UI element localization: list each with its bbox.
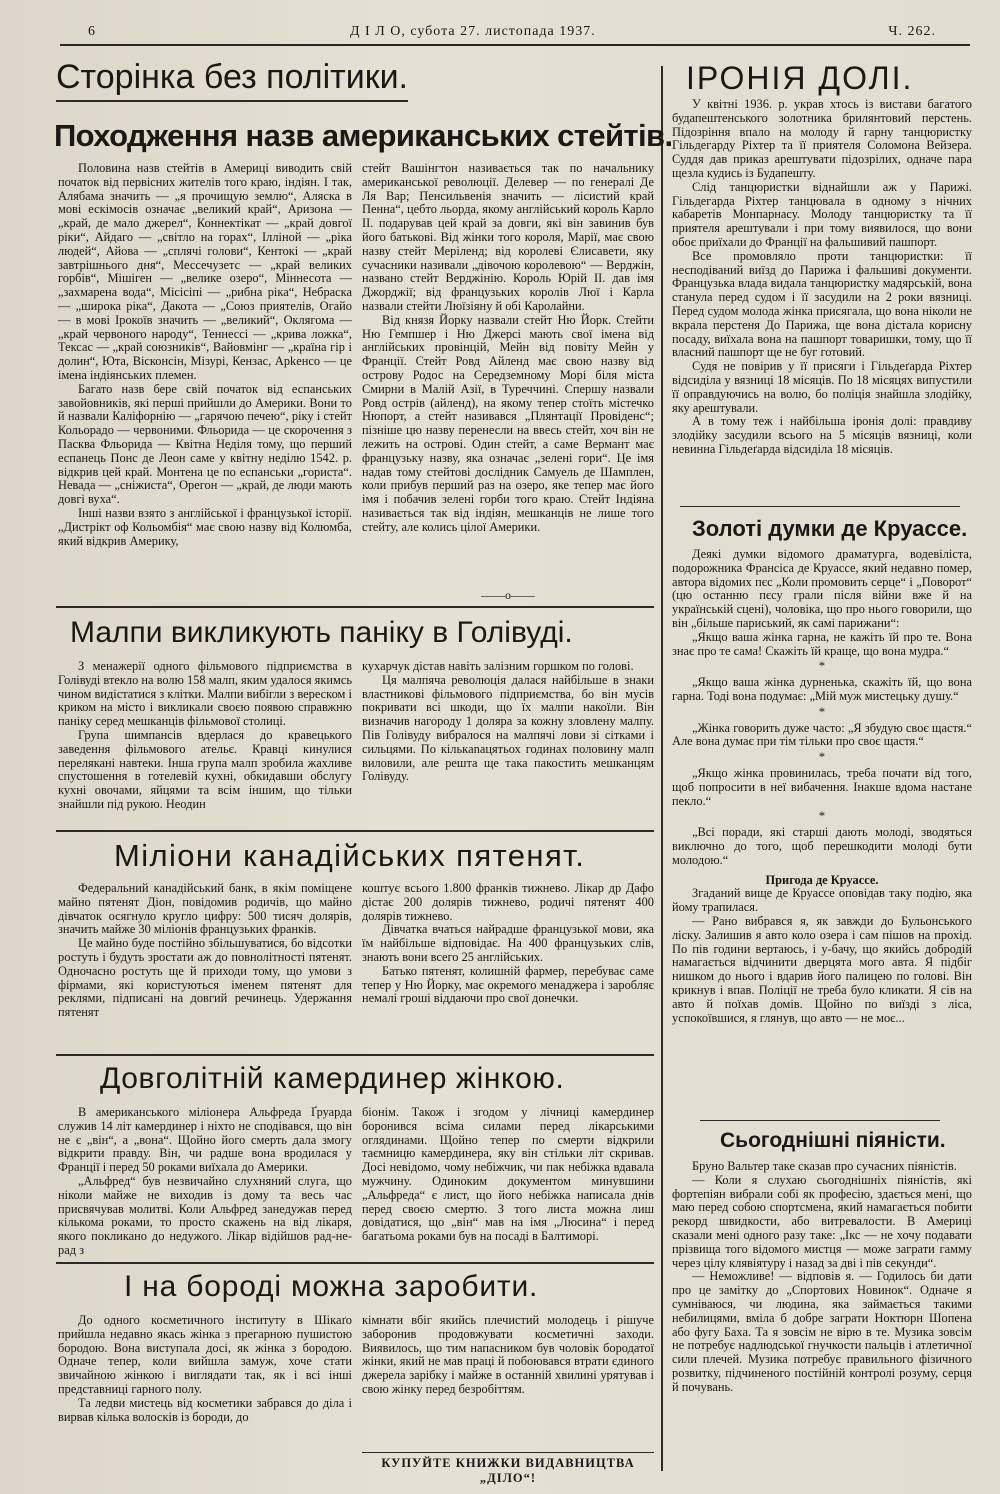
a6-title: ІРОНІЯ ДОЛІ. bbox=[686, 60, 914, 96]
a8-body bbox=[672, 1160, 972, 1395]
star-separator: * bbox=[818, 809, 826, 824]
rule bbox=[56, 606, 654, 608]
a2-col2 bbox=[362, 660, 654, 784]
a1-c1-p: Половина назв стейтів в Америці виводить свій початок від первісних жителів того краю, індіян. І так, Алябама значить — „я прочищую землю“, Аляска в мові ескімосів означає „великий край“, Аризона — „край, де мало джерел“, Коннектікат — „край довгої ріки“, Айдаго — „світло на горах“, Ілліной — „ріка людей“, Айова — „сплячі голови“, Кентокі — „край завтрішнього дня“, Мессечузетс — „край великих горбів“, Мішіген — „велике озеро“, Міннесота — „захмарена вода“, Місісіпі — „рибна ріка“, Небраска — „широка ріка“, Дакота — „Союз приятелів, Огайо — в мові Ірокоїв значить — „великий“, Оклягома — „край червоного народу“, Теннессі — „крива ложка“, Тексас — „край союзників“, Вайовмінг — „країна гір і долин“, Юта, Вісконсін, Мізурі, Кензас, Арkенсо — це імена індіянських племен. bbox=[58, 161, 352, 382]
a4-c1-p: В американського міліонера Альфреда Ґруарда служив 14 літ камердинер і ніхто не сподівався, що він не є „він“, а „вона“. Щойно його смерть дала змогу відкрити правду. Він, чи радше вона вродилася у Франції і перед 50 роками виїхала до Америки. bbox=[58, 1105, 352, 1175]
a3-c2-p: коштує всього 1.800 франків тижнево. Лікар др Дафо дістає 200 долярів тижнево, родичі пятенят 400 долярів тижнево. bbox=[362, 881, 654, 923]
a4-c1-p: „Альфред“ був незвичайно слухняний слуга, що ніколи майже не виходив із дому та весь час присвячував молитві. Коли Альфред занедужав перед кількома роками, то просто скажень на від лікаря, якого покликано до недужого. Лікар відійшов рад-не-рад з bbox=[58, 1173, 352, 1257]
rule bbox=[56, 830, 654, 832]
a4-title: Довголітній камердинер жінкою. bbox=[100, 1062, 565, 1095]
a3-title: Міліони канадійських пятенят. bbox=[114, 838, 586, 873]
a5-c1-p: До одного косметичного інституту в Шікаґо прийшла недавно якась жінка з прегарною пушистою бородою. Вона виступала досі, як жінка з бородою. Одначе тепер, коли вийшла замуж, хоче стати звичайною жінкою і виглядати так, як і всі інші представниці гарного полу. bbox=[58, 1313, 352, 1396]
a6-p: А в тому теж і найбільша іронія долі: правдиву злодійку засудили всього на 5 місяців вязниці, коли невинна Гільдеґарда відсиділа 18 місяців. bbox=[672, 414, 972, 456]
a2-c2-p: Ця малпяча революція далася найбільше в знаки властникові фільмового підприємства, бо він мусів покривати всі шкоди, що їх малпи накоїли. Він визначив нагороду 1 доляра за кожну зловлену малпу. Пів Голівуду вибралося на малпячі лови зі сітками і сильцями. По кількanaцятьох годинах половину малп виловили, але решта ще така пакостить мешканцям Голівуду. bbox=[362, 672, 654, 784]
a7-p2: Згаданий вище де Круассе оповідав таку подію, яка йому трапилася. bbox=[672, 886, 972, 915]
a2-c1-p: Група шимпансів вдерлася до кравецького заведення фільмового ательє. Кравці кинулися перелякані навтеки. Інша група малп зробила жахливе спустошення в готелевій кухні, обкидавши обслугу кухні овочами, яйцями та всім іншим, що тільки знайшли під рукою. Неодин bbox=[58, 727, 352, 811]
a7-p: „Якщо ваша жінка гарна, не кажіть їй про те. Вона знає про те сама! Скажіть їй краще, що вона мудра.“ bbox=[672, 629, 972, 658]
masthead-date: Д І Л О, субота 27. листопада 1937. bbox=[350, 24, 596, 39]
a8-title: Сьогоднішні піяністи. bbox=[720, 1129, 946, 1152]
column-divider bbox=[661, 66, 663, 1471]
a2-title: Малпи викликують паніку в Голівуді. bbox=[70, 616, 573, 649]
a8-p: — Коли я слухаю сьогоднішніх піяністів, які фортепіян вибрали собі як професію, здається мені, що маю перед собою спортсмена, який намагається побити рекорд швидкости, або витревалости. В Америці сказали мені одного разу таке: „Ікс — не хочу подавати прізвища того відомого мистця — може заграти гамму через цілу клявіятуру і назад за дві і пів секунди“. bbox=[672, 1172, 972, 1270]
footer-ad: КУПУЙТЕ КНИЖКИ ВИДАВНИЦТВА „ДІЛО“! bbox=[362, 1452, 654, 1486]
a7-p: „Всі поради, які старші дають молоді, зводяться виключно до того, щоб перешкодити молоді бути молодою.“ bbox=[672, 825, 972, 867]
page-number: 6 bbox=[88, 24, 96, 39]
a7-p: „Жінка говорить дуже часто: „Я збудую своє щастя.“ Але вона думає при тім тільки про своє щастя.“ bbox=[672, 720, 972, 749]
a1-c2-p: Від князя Йорку назвали стейт Ню Йорк. Стейти Ню Гемпшер і Ню Джерсі мають свої імена від англійських провінцій, Мейн від повіту Мейн у Франції. Стейт Ровд Айленд має свою назву від острову Родос на Середземному Морі біля міста Смирни в Малій Азії, в Туреччині. Спершу назвали Ровд острів (айленд), на якому тепер стоїть містечко Нюпорт, а стейт називався „Плянтації Провіденс“; пізніше цю назву перенесли на ввесь стейт, хоч він не лежить на острові. Один стейт, а саме Вермант має французьку назву, яка означає „зелені гори“. Це імя надав тому стейтові дослідник Самуель де Шамплен, коли прибув перший раз на озеро, яке тепер має його імя і побачив зелені горби того краю. Стейт Індіяна називається так від індіян, мешканців не лише того стейту, але колись цілої Америки. bbox=[362, 312, 654, 534]
a2-col1 bbox=[58, 660, 352, 812]
a3-col2 bbox=[362, 882, 654, 1006]
star-separator: * bbox=[818, 659, 826, 674]
rule bbox=[56, 1262, 654, 1264]
a6-p: Судя не повірив у її присяги і Гільдеґарда Ріхтер відсиділа у вязниці 18 місяців. По 18 місяцях випустили її оправдуючись на волю, бо поліція знайшла злодійку, яку арештували. bbox=[672, 359, 972, 415]
a7-p2: — Рано вибрався я, як завжди до Бульонського ліску. Залишив я авто коло озера і сам пішов на прохід. По пів години вертаюсь, і у-бачу, що якийсь добродій намагається відчинити дверцята мого авта. Я підбіг нишком до нього і вдарив його палицею по голові. Він крикнув і впав. Поліції не треба було кликати. Я сів на авто й поїхав домів. Щойно по виїзді з ліса, успокоївшися, я глянув, що авто — не моє... bbox=[672, 913, 972, 1025]
a3-c2-p: Дівчатка вчаться найрадше французької мови, яка їм найбільше відповідає. На 400 французьких слів, знають вони всего 25 англійських. bbox=[362, 922, 654, 964]
star-separator: * bbox=[818, 750, 826, 765]
a3-c2-p: Батько пятенят, колишній фармер, перебуває саме тепер у Ню Йорку, має окремого менаджера і заробляє немалі гроші віддаючи про свої донечки. bbox=[362, 963, 654, 1006]
section-title: Сторінка без політики. bbox=[56, 60, 408, 102]
rule bbox=[56, 1054, 654, 1056]
a7-subtitle: Пригода де Круассе. bbox=[765, 872, 879, 887]
a1-title: Походження назв американських стейтів. bbox=[54, 118, 673, 153]
ornament: ——o—— bbox=[481, 588, 535, 602]
a2-c2-p: кухарчук дістав навіть залізним горшком по голові. bbox=[362, 659, 634, 673]
a7-title: Золоті думки де Круассе. bbox=[692, 516, 968, 541]
a4-col1 bbox=[58, 1106, 352, 1258]
a6-p: Слід танцюристки віднайшли аж у Парижі. Гільдегарда Ріхтер танцювала в одному з нічних кабаретів Монпарнасу. Молоду танцюристку та її приятеля арештували і при тому виявилося, що вони обоє приїхали до Франції на фальшивий пашпорт. bbox=[672, 179, 972, 249]
a1-c1-p: Багато назв бере свій початок від еспанських завойовників, які перші прийшли до Америки. Вони то й назвали Каліфорнію — „гарячою печею“, ріку і стейт Кольорадо — червоними. Фльорида — це скорочення з Пасква Фльорида — Квітна Неділя тому, що перший еспанець Понс де Леон саме у квітну неділю 1542. р. відкрив цей край. Монтена це по еспанськи „гориста“. Невада — „сніжиста“, Орегон — „край, де люди мають довгі вуха“. bbox=[58, 381, 352, 507]
a2-c1-p: З менажерії одного фільмового підприємства в Голівуді втекло на волю 158 малп, яким удалося якимсь чином видістатися з клітки. Малпи вибігли з вереском і криком на місто і викликали своєю появою справжню паніку серед мешканців фільмової столиці. bbox=[58, 659, 352, 729]
a4-col2 bbox=[362, 1106, 654, 1244]
a1-col2 bbox=[362, 162, 654, 535]
a7-p: Деякі думки відомого драматурга, водевіліста, подорожника Франсіса де Круассе, який недавно помер, автора відомих пєс „Коли промовить серце“ і „Поворот“ (цю останню пєсу грали після війни вже й на українській сцені), чоловіка, що про нього говорили, що він „більше париський, як самі парижани“: bbox=[672, 547, 972, 630]
a1-c2-p: стейт Вашінгтон називається так по начальникy американської революції. Делевер — по генералі Де Ля Вар; Пенсильвенія значить — лісистий край Пенна“, цебто льорда, якому англійський король Карло II. подарував цей край за довги, які він завинив був його батькові. Від жінки того короля, Марії, має свою назву стейт Мерілeнд; від королеві Єлисавети, яку сучасники називали „дівочою королевою“ — Верджін, названо стейт Верджінію. Король Юрій II. дав імя Джорджії; від французьких королів Люї і Карла назвали стейти Люїзіяну й обі Каролайни. bbox=[362, 161, 654, 313]
a3-col1 bbox=[58, 882, 352, 1020]
a3-c1-p: Це майно буде постійно збільшуватися, бо відсотки ростуть і будуть зростати аж до повнолітності пятенят. Одночасно ростуть ще й приходи тому, що умови з фірмами, які користуються іменем пятенят для реклями, підписані на довгий речинець. Удержання пятенят bbox=[58, 936, 352, 1020]
a6-body bbox=[672, 98, 972, 457]
a5-col1 bbox=[58, 1314, 352, 1424]
a6-p: Все промовляло проти танцюристки: її несподіваний виїзд до Парижа і фальшиві документи. Французька влада видала танцюристку мадярській, вона станула перед судом і її засудили на 2 роки вязниці. Перед судом молода жінка присягала, що вона ніколи не вкрала перстеня До Парижа, ще вона дістала корисну посаду, виїхала вона на пашпорт товаришки, тому, що її власний пашпорт ще не буг готовий. bbox=[672, 248, 972, 360]
rule bbox=[700, 1120, 940, 1121]
issue-number: Ч. 262. bbox=[888, 24, 936, 39]
a1-c1-p: Інші назви взято з англійської і французької історії. „Дистрікт оф Кольомбія“ має свою назву від Колюмба, який відкрив Америку, bbox=[58, 505, 352, 548]
a5-col2 bbox=[362, 1314, 654, 1397]
a3-c1-p: Федеральний канадійський банк, в якім поміщене майно пятенят Діон, повідомив родичів, що майно дівчаток осягнуло кругло цифру: 500 тисяч долярів, значить майже 30 міліонів французьких франків. bbox=[58, 881, 352, 937]
a1-col1 bbox=[58, 162, 352, 548]
a6-p: У квітні 1936. р. украв хтось із вистави багатого будапештенського золотника брилянтовий перстень. Підозріння впало на молоду й гарну танцюристку Гільдегарду Ріхтер та її приятеля Соломона Вейзера. Суддя дав приказ арештувати підозрілих, одначе пара щезла кудись із Будапешту. bbox=[672, 97, 972, 180]
a7-p: „Якщо ваша жінка дурненька, скажіть їй, що вона гарна. Тоді вона подумає: „Мій муж мистецьку душу.“ bbox=[672, 675, 972, 703]
rule bbox=[680, 506, 960, 507]
a5-c1-p: Та ледви мистець від косметики забрався до діла і вирвав кілька волосків із бороди, до bbox=[58, 1395, 352, 1424]
a7-p: „Якщо жінка провинилась, треба почати від того, щоб попросити в неї вибачення. Інакше вдома настане пекло.“ bbox=[672, 765, 972, 808]
a8-p: — Неможливе! — відповів я. — Годилось би дати про це замітку до „Спортових Новинок“. Одначе я сумніваюся, чи людина, яка займається такими небилицями, вміла б добре заграти Ноктюрн Шопена або фугу Баха. Та я зовсім не вірю в те. Музика зовсім не потребує надлюдської гнучкости пальців і атлетичної сили плечей. Музика потребує правильного фізичного розвитку, підчиненого постійній контролі розуму, серця й почувань. bbox=[672, 1269, 972, 1394]
a5-c2-p: кімнати вбіг якийсь плечистий молодець і рішуче заборонив продовжувати косметичні заходи. Виявилось, що тим напасником був чоловік бородатої жінки, який не мав праці й побоювався втрати єдиного джерела зарібку і майже в останній хвилині урятував і свою жінку перед безробіттям. bbox=[362, 1313, 654, 1396]
star-separator: * bbox=[818, 704, 826, 719]
page-header bbox=[60, 22, 970, 46]
a8-p: Бруно Вальтер таке сказав про сучасних піяністів. bbox=[692, 1159, 957, 1173]
a5-title: І на бороді можна заробити. bbox=[124, 1270, 539, 1303]
a4-c2-p: біонім. Також і згодом у лічниці камердинер боронився всіма силами перед лікарськими оглядинами. Щойно тепер по смерти відкрили таємницю камердинера, яку він стільки літ скривав. Досі невідомо, чому небіжчик, чи пак небіжка вдавала мужчину. Одиноким документом минувшини „Альфреда“ є лист, що його небіжка написала днів перед своєю смертю. З того листа можна лиш довідатися, що „він“ мав на імя „Люсина“ і перед багатьома роками був на посаді в Балтиморі. bbox=[362, 1105, 654, 1244]
a7-body bbox=[672, 548, 972, 1025]
